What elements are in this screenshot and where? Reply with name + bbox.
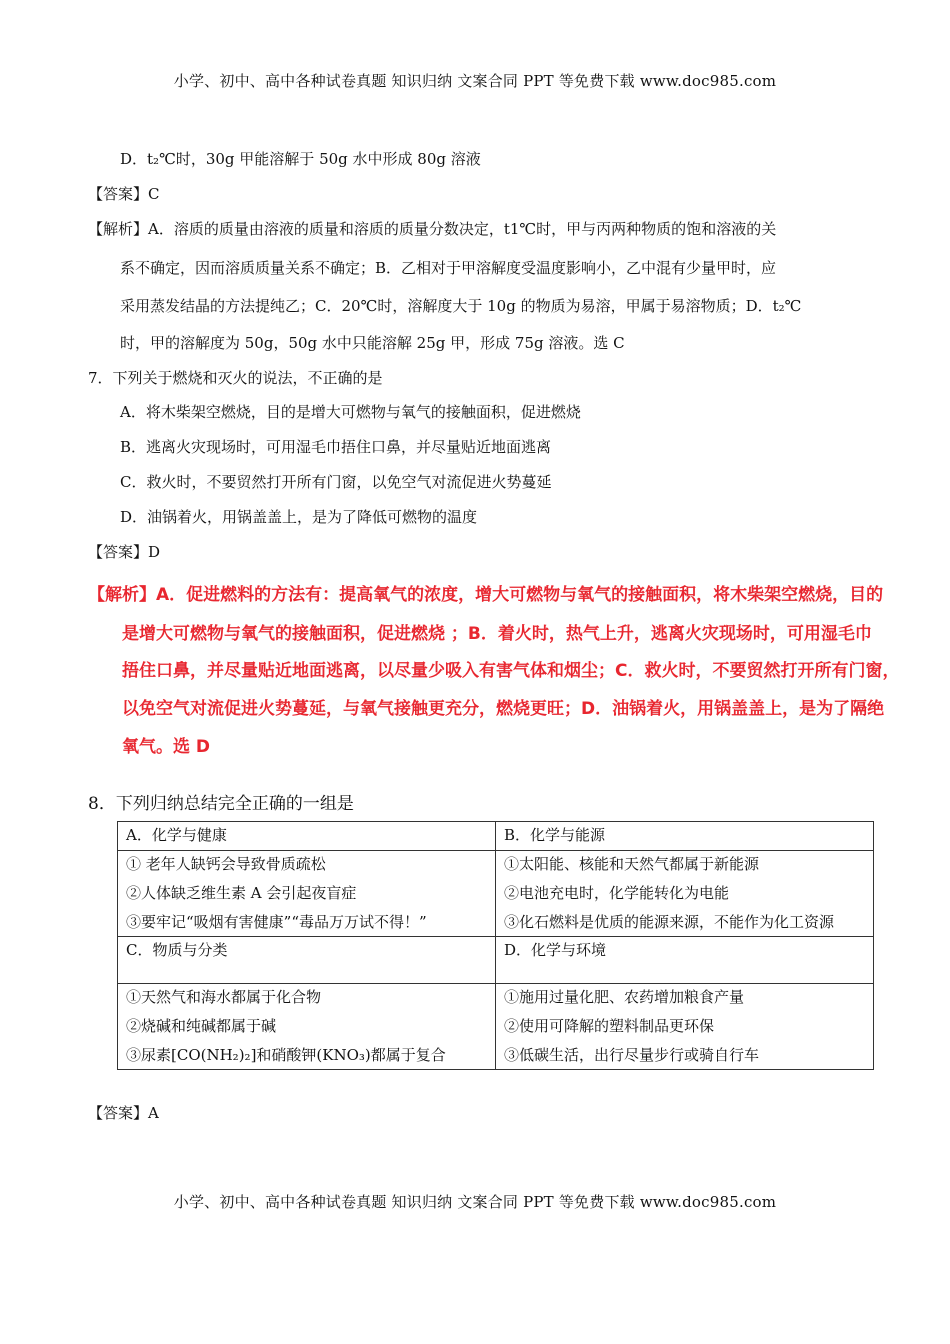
q8-options-table	[117, 821, 874, 1070]
q6-analysis-line: 【解析】A．溶质的质量由溶液的质量和溶质的质量分数决定，t1℃时，甲与丙两种物质的饱和溶液的关	[88, 220, 777, 238]
cell-d-head: D．化学与环境	[496, 937, 874, 984]
page-header: 小学、初中、高中各种试卷真题 知识归纳 文案合同 PPT 等免费下载 www.doc985.com	[173, 72, 777, 90]
list-item: ③化石燃料是优质的能源来源，不能作为化工资源	[504, 913, 835, 931]
q6-analysis-line: 系不确定，因而溶质质量关系不确定；B．乙相对于甲溶解度受温度影响小，乙中混有少量甲时，应	[120, 259, 777, 277]
q7-analysis-line: 氧气。选 D	[122, 737, 211, 757]
list-item: ①太阳能、核能和天然气都属于新能源	[504, 855, 760, 873]
cell-d-body	[496, 984, 874, 1070]
q8-stem: 8．下列归纳总结完全正确的一组是	[88, 794, 354, 814]
list-item: ③低碳生活，出行尽量步行或骑自行车	[504, 1046, 760, 1064]
q6-answer: 【答案】C	[88, 185, 160, 203]
q7-answer: 【答案】D	[88, 543, 161, 561]
list-item: ③要牢记“吸烟有害健康”“毒品万万试不得！”	[126, 913, 427, 931]
list-item: ②人体缺乏维生素 A 会引起夜盲症	[126, 884, 357, 902]
q7-analysis-line: 以免空气对流促进火势蔓延，与氧气接触更充分，燃烧更旺；D．油锅着火，用锅盖盖上，是为了隔绝	[122, 699, 885, 719]
list-item: ②使用可降解的塑料制品更环保	[504, 1017, 715, 1035]
list-item: ②电池充电时，化学能转化为电能	[504, 884, 730, 902]
q7-analysis-line: 是增大可燃物与氧气的接触面积，促进燃烧 ；B．着火时，热气上升，逃离火灾现场时，可用湿毛巾	[122, 624, 872, 644]
q7-option: B．逃离火灾现场时，可用湿毛巾捂住口鼻，并尽量贴近地面逃离	[120, 438, 552, 456]
q6-analysis-line: 采用蒸发结晶的方法提纯乙；C．20℃时，溶解度大于 10g 的物质为易溶，甲属于易溶物质；D．t₂℃	[120, 297, 802, 315]
cell-a-head: A．化学与健康	[118, 822, 496, 851]
list-item: ① 老年人缺钙会导致骨质疏松	[126, 855, 326, 873]
list-item: ③尿素[CO(NH₂)₂]和硝酸钾(KNO₃)都属于复合	[126, 1046, 446, 1064]
q7-analysis-line: 【解析】A．促进燃料的方法有：提高氧气的浓度，增大可燃物与氧气的接触面积，将木柴架空燃烧，目的	[88, 585, 884, 605]
q8-answer: 【答案】A	[88, 1104, 159, 1122]
q7-stem: 7．下列关于燃烧和灭火的说法，不正确的是	[88, 369, 383, 387]
list-item: ②烧碱和纯碱都属于碱	[126, 1017, 277, 1035]
page-footer: 小学、初中、高中各种试卷真题 知识归纳 文案合同 PPT 等免费下载 www.doc985.com	[173, 1193, 777, 1211]
q7-option: C．救火时，不要贸然打开所有门窗，以免空气对流促进火势蔓延	[120, 473, 552, 491]
cell-c-head: C．物质与分类	[118, 937, 496, 984]
q7-option: D．油锅着火，用锅盖盖上，是为了降低可燃物的温度	[120, 508, 478, 526]
cell-b-head: B．化学与能源	[496, 822, 874, 851]
cell-b-body	[496, 851, 874, 937]
cell-a-body	[118, 851, 496, 937]
list-item: ①天然气和海水都属于化合物	[126, 988, 322, 1006]
q6-analysis-line: 时，甲的溶解度为 50g，50g 水中只能溶解 25g 甲，形成 75g 溶液。选 C	[120, 334, 625, 352]
q6-option-d: D．t₂℃时，30g 甲能溶解于 50g 水中形成 80g 溶液	[120, 150, 481, 168]
q7-analysis-line: 捂住口鼻，并尽量贴近地面逃离，以尽量少吸入有害气体和烟尘；C．救火时，不要贸然打开所有门窗，	[122, 661, 900, 681]
q7-option: A．将木柴架空燃烧，目的是增大可燃物与氧气的接触面积，促进燃烧	[120, 403, 581, 421]
cell-c-body	[118, 984, 496, 1070]
list-item: ①施用过量化肥、农药增加粮食产量	[504, 988, 745, 1006]
